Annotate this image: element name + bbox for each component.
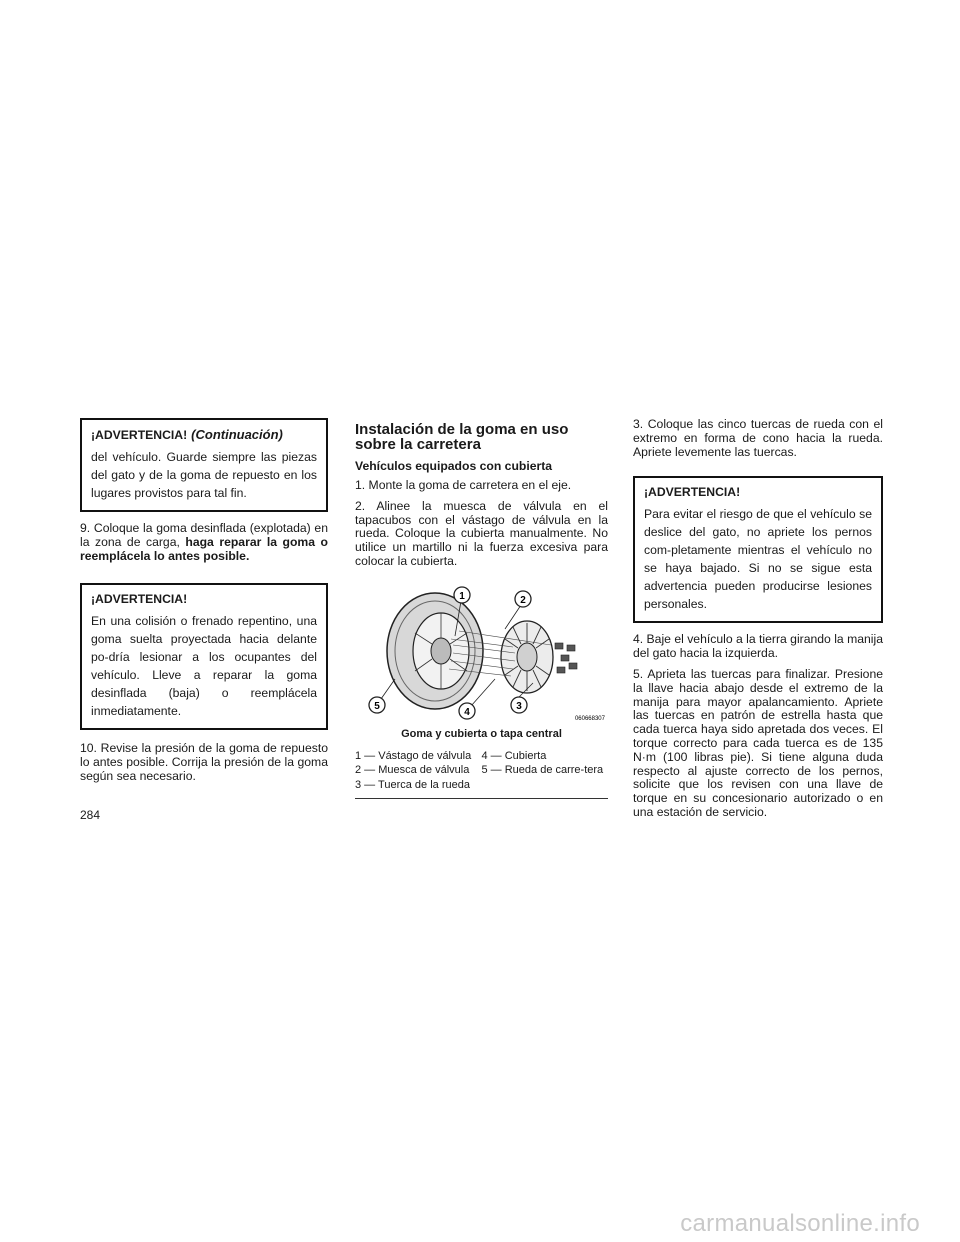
wheel-cover-figure [355, 581, 608, 726]
right-column [633, 418, 883, 820]
step-9-text: 9. Coloque la goma desinflada (explotada) en la zona de carga, [80, 521, 328, 549]
legend-item: 4 — Cubierta [481, 749, 547, 762]
warning-text: En una colisión o frenado repentino, una goma suelta proyectada hacia delante po-dría lesionar a los ocupantes del vehículo. Lleve a reparar la goma desinflada (baja) o reemplácela inmediatamente. [91, 614, 317, 719]
legend-item: 1 — Vástago de válvula [355, 749, 472, 762]
step-5: 5. Aprieta las tuercas para finalizar. Presione la llave hacia abajo desde el extremo de la manija para mayor apalancamiento. Apriete las tuercas en patrón de estrella hasta que cada tuerca haya sido apretada dos veces. El torque correcto para cada tuerca es de 135 N·m (100 libras pie). Si tiene alguna duda respecto al ajuste correcto de los pernos, solicite que los revisen con una llave de torque en su concesionario autorizado o en una estación de servicio. [633, 666, 883, 819]
svg-text:4: 4 [464, 706, 470, 718]
section-heading: Instalación de la goma en uso sobre la carretera [355, 421, 569, 453]
wheel-cover-illustration [355, 581, 608, 726]
legend-row [355, 765, 608, 780]
step-1: 1. Monte la goma de carretera en el eje. [355, 478, 572, 492]
svg-text:2: 2 [520, 594, 526, 606]
warning-continued-label: (Continuación) [191, 427, 283, 442]
warning-title: ¡ADVERTENCIA! [91, 592, 188, 607]
figure-caption: Goma y cubierta o tapa central [401, 727, 562, 740]
step-9-bold: haga reparar la goma o reemplácela lo antes posible. [80, 534, 328, 563]
callout-1 [454, 587, 470, 603]
step-4: 4. Baje el vehículo a la tierra girando la manija del gato hacia la izquierda. [633, 632, 883, 661]
site-watermark: carmanualsonline.info [680, 1210, 920, 1237]
warning-text: del vehículo. Guarde siempre las piezas del gato y de la goma de repuesto en los lugares provistos para tal fin. [91, 450, 317, 500]
step-3: 3. Coloque las cinco tuercas de rueda con el extremo en forma de cono hacia la rueda. Apriete levemente las tuercas. [633, 417, 883, 459]
warning-box-loose-tire [80, 583, 328, 730]
section-subheading: Vehículos equipados con cubierta [355, 459, 553, 473]
figure-legend [355, 751, 608, 800]
step-10: 10. Revise la presión de la goma de repuesto lo antes posible. Corrija la presión de la goma según sea necesario. [80, 741, 328, 783]
svg-text:3: 3 [516, 700, 522, 712]
step-9 [80, 522, 328, 563]
middle-column [355, 418, 608, 799]
warning-box-continued [80, 418, 328, 512]
legend-item: 3 — Tuerca de la rueda [355, 778, 470, 791]
legend-row [355, 780, 608, 795]
svg-text:5: 5 [374, 700, 380, 712]
warning-box-jack [633, 476, 883, 623]
callout-2 [515, 591, 531, 607]
figure-code: 060668307 [574, 715, 605, 722]
page-number: 284 [80, 808, 101, 822]
svg-text:1: 1 [459, 590, 465, 602]
legend-rule [355, 798, 608, 799]
legend-item: 5 — Rueda de carre-tera [481, 764, 604, 777]
callout-4 [459, 703, 475, 719]
step-2: 2. Alinee la muesca de válvula en el tapacubos con el vástago de válvula en la rueda. Coloque la cubierta manualmente. No utilice un martillo ni la fuerza excesiva para colocar la cubierta. [355, 498, 608, 568]
warning-text: Para evitar el riesgo de que el vehículo se deslice del gato, no apriete los pernos com-pletamente mientras el vehículo no se haya bajado. Si no se sigue esta advertencia pueden producirse lesiones personales. [644, 507, 872, 612]
warning-title: ¡ADVERTENCIA! [644, 485, 741, 500]
warning-title [91, 427, 317, 442]
warning-title-text: ¡ADVERTENCIA! [91, 428, 188, 442]
legend-item: 2 — Muesca de válvula [355, 764, 470, 777]
legend-row [355, 751, 608, 766]
callout-5 [369, 697, 385, 713]
left-column [80, 418, 328, 784]
callout-3 [511, 697, 527, 713]
legend-item [482, 780, 609, 795]
